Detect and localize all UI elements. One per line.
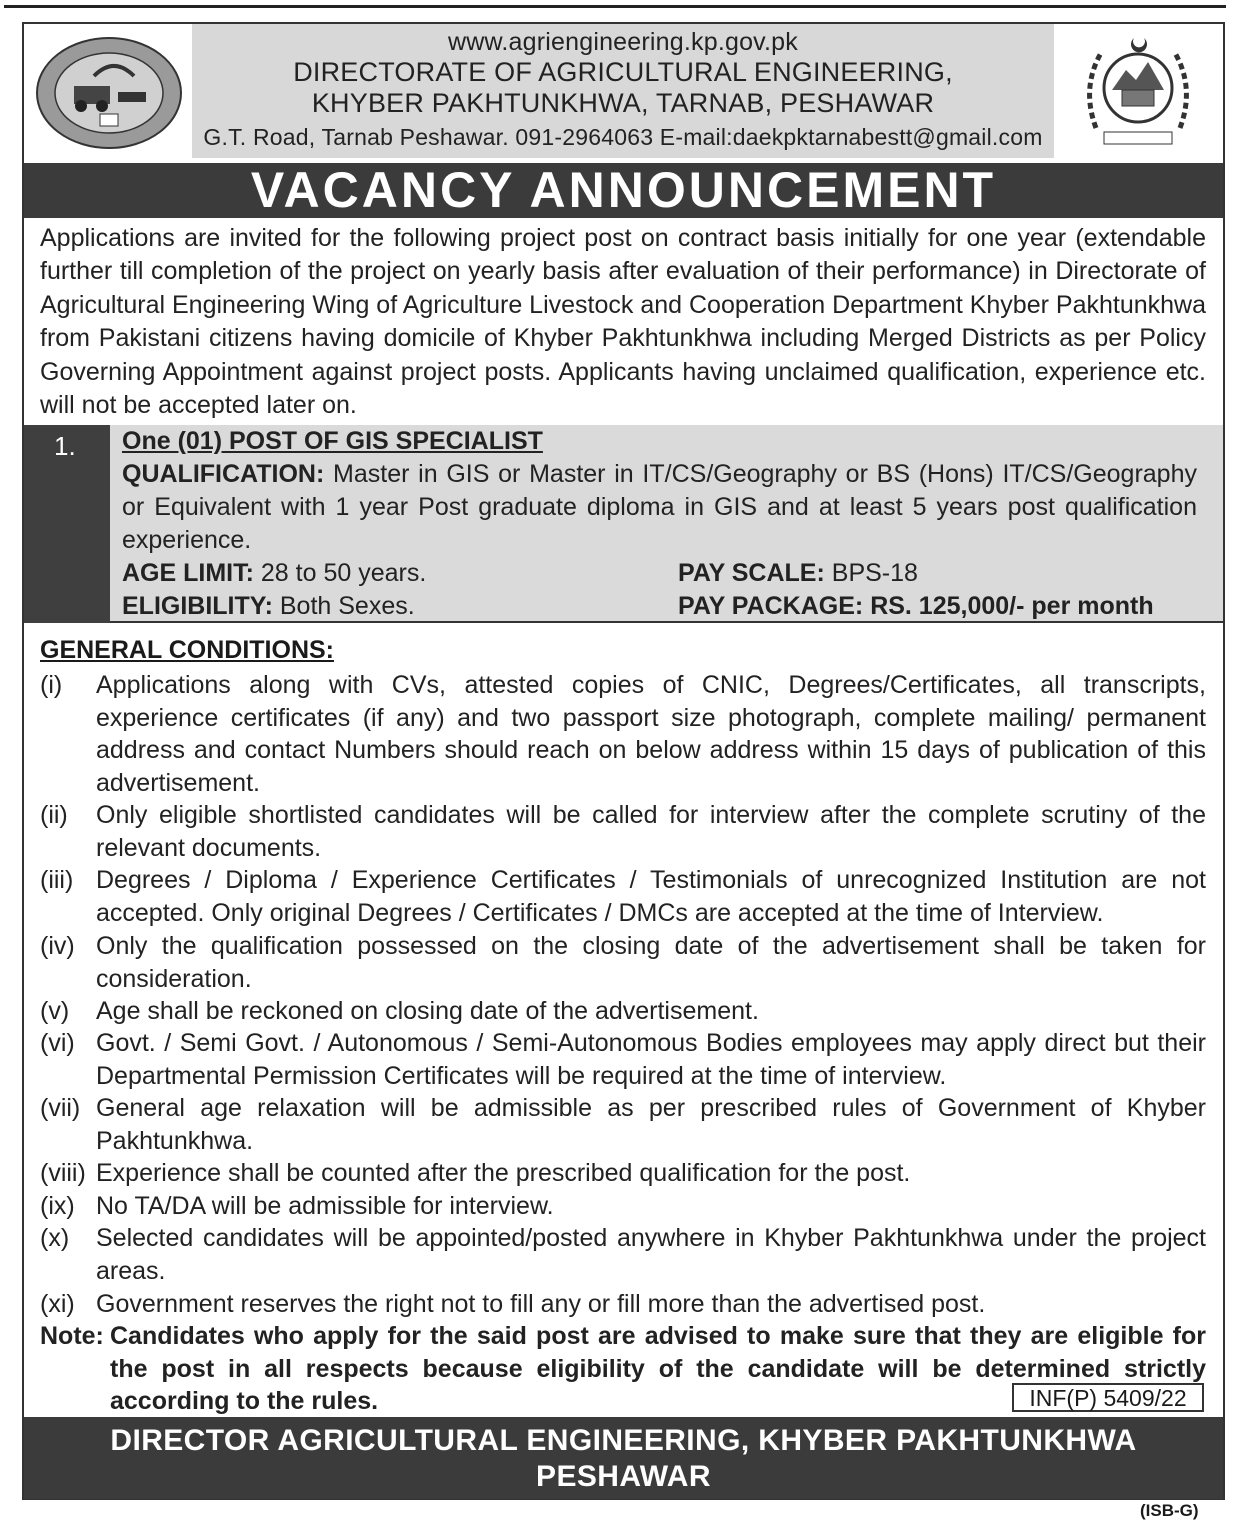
condition-text: No TA/DA will be admissible for interview. <box>96 1192 554 1220</box>
condition-text: Age shall be reckoned on closing date of the advertisement. <box>96 997 759 1025</box>
condition-item <box>40 1027 1206 1092</box>
pay-package <box>678 590 1154 623</box>
condition-text: Experience shall be counted after the prescribed qualification for the post. <box>96 1159 911 1187</box>
condition-text: Applications along with CVs, attested copies of CNIC, Degrees/Certificates, all transcripts, experience certificates (if any) and two passport size photograph, complete mailing/ permanent address and contact Numbers should reach on below address within 15 days of publication of this advertisement. <box>96 671 1206 797</box>
condition-text: General age relaxation will be admissible as per prescribed rules of Government of Khyber Pakhtunkhwa. <box>96 1094 1206 1155</box>
intro-paragraph: Applications are invited for the following project post on contract basis initially for one year (extendable further till completion of the project on yearly basis after evaluation of their performance) in Directorate of Agricultural Engineering Wing of Agriculture Livestock and Cooperation Department Khyber Pakhtunkhwa from Pakistani citizens having domicile of Khyber Pakhtunkhwa including Merged Districts as per Policy Governing Appointment against project posts. Applicants having unclaimed qualification, experience etc. will not be accepted later on. <box>40 224 1206 420</box>
condition-text: Selected candidates will be appointed/posted anywhere in Khyber Pakhtunkhwa under the project areas. <box>96 1224 1206 1285</box>
condition-item <box>40 995 1206 1028</box>
pay-scale <box>678 557 918 590</box>
condition-item <box>40 1157 1206 1190</box>
eligibility <box>122 590 415 623</box>
condition-item <box>40 1190 1206 1223</box>
pay-package-value: RS. 125,000/- per month <box>870 592 1154 620</box>
age-value: 28 to 50 years. <box>260 559 427 587</box>
condition-number: (vi) <box>40 1029 75 1057</box>
inf-code: INF(P) 5409/22 <box>1012 1383 1204 1412</box>
age-limit <box>122 557 426 590</box>
kp-government-emblem <box>1076 28 1200 156</box>
condition-item <box>40 1288 1206 1321</box>
condition-item <box>40 1222 1206 1287</box>
directorate-location: KHYBER PAKHTUNKHWA, TARNAB, PESHAWAR <box>311 88 935 118</box>
condition-number: (viii) <box>40 1159 86 1187</box>
condition-text: Only eligible shortlisted candidates will be called for interview after the complete scrutiny of the relevant documents. <box>96 801 1206 862</box>
condition-number: (iii) <box>40 866 74 894</box>
website-url[interactable]: www.agriengineering.kp.gov.pk <box>448 28 798 56</box>
footer-contact: G. T. Road, Tarnab Peshawar. Phone & Fax: 091-2964063 <box>212 1496 1035 1529</box>
condition-item <box>40 1092 1206 1157</box>
header-box <box>192 24 1054 158</box>
page-title: VACANCY ANNOUNCEMENT <box>24 163 1223 218</box>
qualification <box>122 458 1197 557</box>
qualification-text: Master in GIS or Master in IT/CS/Geography or BS (Hons) IT/CS/Geography or Equivalent with 1 year Post graduate diploma in GIS and at least 5 years post qualification experience. <box>122 460 1197 554</box>
condition-text: Govt. / Semi Govt. / Autonomous / Semi-Autonomous Bodies employees may apply direct but their Departmental Permission Certificates will be required at the time of interview. <box>96 1029 1206 1090</box>
isb-tag: (ISB-G) <box>1140 1501 1199 1520</box>
general-conditions-title: GENERAL CONDITIONS: <box>40 636 334 664</box>
condition-item <box>40 669 1206 799</box>
note-label: Note: <box>40 1322 104 1350</box>
footer-director: DIRECTOR AGRICULTURAL ENGINEERING, KHYBER PAKHTUNKHWA PESHAWAR <box>110 1424 1137 1493</box>
qualification-label: QUALIFICATION: <box>122 460 325 488</box>
condition-number: (i) <box>40 671 63 699</box>
top-rule <box>4 5 1226 8</box>
condition-text: Government reserves the right not to fill any or fill more than the advertised post. <box>96 1290 986 1318</box>
note-text: Candidates who apply for the said post are advised to make sure that they are eligible for the post in all respects because eligibility of the candidate will be determined strictly according to the rules. <box>110 1322 1206 1416</box>
post-number-cell <box>24 425 110 623</box>
condition-item <box>40 864 1206 929</box>
condition-text: Degrees / Diploma / Experience Certificates / Testimonials of unrecognized Institution are not accepted. Only original Degrees / Certificates / DMCs are accepted at the time of Interview. <box>96 866 1206 927</box>
pay-package-label: PAY PACKAGE: <box>678 592 864 620</box>
condition-number: (ii) <box>40 801 68 829</box>
condition-number: (vii) <box>40 1094 81 1122</box>
condition-item <box>40 930 1206 995</box>
condition-item <box>40 799 1206 864</box>
post-details <box>110 425 1223 623</box>
condition-number: (ix) <box>40 1192 75 1220</box>
condition-number: (xi) <box>40 1290 75 1318</box>
post-title: One (01) POST OF GIS SPECIALIST <box>122 427 543 455</box>
condition-number: (iv) <box>40 932 75 960</box>
pay-scale-value: BPS-18 <box>831 559 918 587</box>
post-number: 1. <box>54 431 76 461</box>
condition-number: (x) <box>40 1224 70 1252</box>
directorate-name: DIRECTORATE OF AGRICULTURAL ENGINEERING, <box>293 57 953 87</box>
pay-scale-label: PAY SCALE: <box>678 559 825 587</box>
condition-text: Only the qualification possessed on the closing date of the advertisement shall be taken for consideration. <box>96 932 1206 993</box>
eligibility-value: Both Sexes. <box>279 592 415 620</box>
age-label: AGE LIMIT: <box>122 559 254 587</box>
condition-number: (v) <box>40 997 70 1025</box>
directorate-logo <box>34 36 184 151</box>
contact-address: G.T. Road, Tarnab Peshawar. 091-2964063 E-mail:daekpktarnabestt@gmail.com <box>203 124 1043 150</box>
eligibility-label: ELIGIBILITY: <box>122 592 273 620</box>
